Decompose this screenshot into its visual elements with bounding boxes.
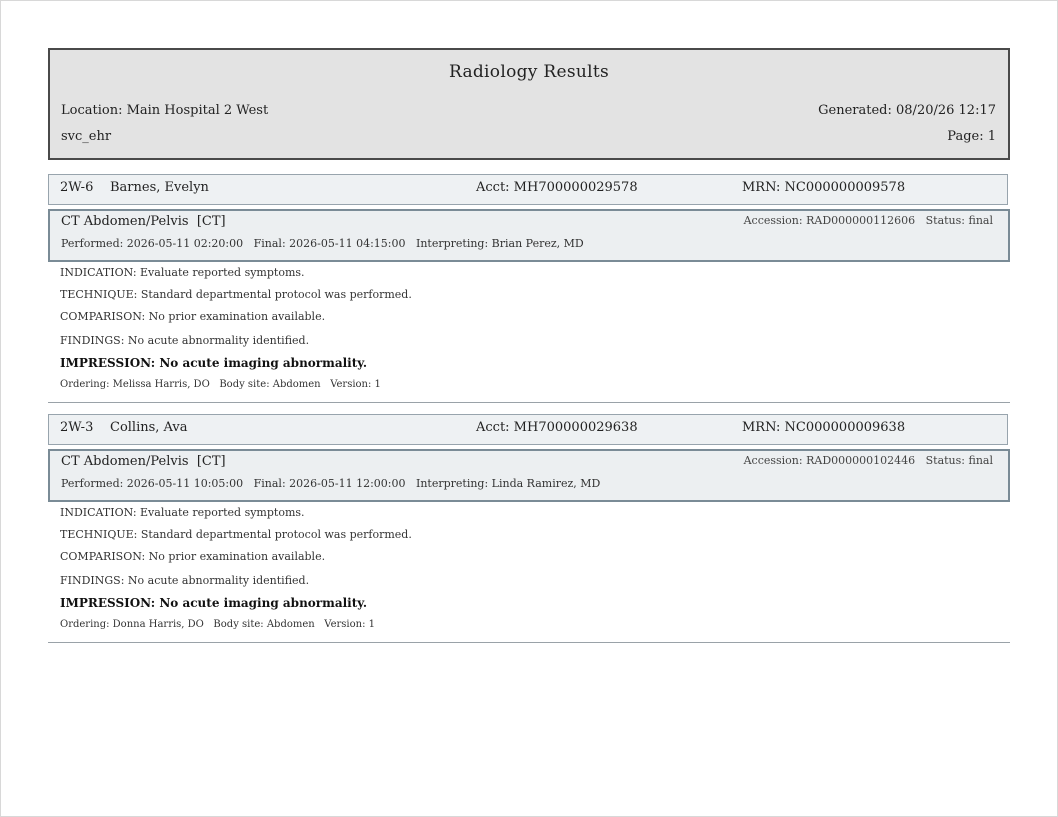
report-page-number: Page: 1 bbox=[947, 129, 996, 144]
patient-account: Acct: MH700000029638 bbox=[476, 420, 638, 435]
ordering-provider: Ordering: Donna Harris, DO bbox=[60, 619, 204, 630]
body-site: Body site: Abdomen bbox=[219, 379, 321, 390]
indication-text: INDICATION: Evaluate reported symptoms. bbox=[60, 266, 305, 279]
report-header bbox=[48, 48, 1010, 160]
exam-status: Status: final bbox=[925, 454, 993, 467]
report-generated: Generated: 08/20/26 12:17 bbox=[818, 103, 996, 118]
exam-header bbox=[48, 209, 1010, 262]
impression-text: IMPRESSION: No acute imaging abnormality. bbox=[60, 356, 368, 370]
exam-accession-status bbox=[744, 214, 993, 227]
exam-meta bbox=[61, 477, 600, 490]
ordering-provider: Ordering: Melissa Harris, DO bbox=[60, 379, 210, 390]
impression-text: IMPRESSION: No acute imaging abnormality. bbox=[60, 596, 368, 610]
order-details bbox=[60, 379, 381, 390]
report-version: Version: 1 bbox=[324, 619, 375, 630]
comparison-text: COMPARISON: No prior examination available. bbox=[60, 310, 326, 323]
patient-bed: 2W-6 bbox=[60, 180, 94, 195]
exam-header bbox=[48, 449, 1010, 502]
exam-final: Final: 2026-05-11 12:00:00 bbox=[253, 477, 406, 490]
patient-account: Acct: MH700000029578 bbox=[476, 180, 638, 195]
findings-text: FINDINGS: No acute abnormality identified. bbox=[60, 334, 310, 347]
patient-bed: 2W-3 bbox=[60, 420, 94, 435]
section-divider bbox=[48, 642, 1010, 643]
body-site: Body site: Abdomen bbox=[213, 619, 315, 630]
exam-accession: Accession: RAD000000102446 bbox=[743, 454, 916, 467]
exam-title: CT Abdomen/Pelvis [CT] bbox=[61, 214, 226, 229]
exam-interpreting: Interpreting: Linda Ramirez, MD bbox=[415, 477, 601, 490]
findings-text: FINDINGS: No acute abnormality identified. bbox=[60, 574, 310, 587]
technique-text: TECHNIQUE: Standard departmental protocol was performed. bbox=[60, 528, 412, 541]
exam-accession-status bbox=[744, 454, 993, 467]
order-details bbox=[60, 619, 375, 630]
patient-bar bbox=[48, 414, 1008, 445]
indication-text: INDICATION: Evaluate reported symptoms. bbox=[60, 506, 305, 519]
exam-performed: Performed: 2026-05-11 02:20:00 bbox=[61, 237, 244, 250]
patient-bar bbox=[48, 174, 1008, 205]
comparison-text: COMPARISON: No prior examination available. bbox=[60, 550, 326, 563]
technique-text: TECHNIQUE: Standard departmental protocol was performed. bbox=[60, 288, 412, 301]
section-divider bbox=[48, 402, 1010, 403]
exam-final: Final: 2026-05-11 04:15:00 bbox=[253, 237, 406, 250]
patient-mrn: MRN: NC000000009578 bbox=[742, 180, 906, 195]
exam-status: Status: final bbox=[925, 214, 993, 227]
report-user: svc_ehr bbox=[61, 129, 112, 144]
patient-name: Collins, Ava bbox=[110, 420, 188, 435]
report-location: Location: Main Hospital 2 West bbox=[61, 103, 269, 118]
exam-performed: Performed: 2026-05-11 10:05:00 bbox=[61, 477, 244, 490]
exam-interpreting: Interpreting: Brian Perez, MD bbox=[415, 237, 584, 250]
patient-name: Barnes, Evelyn bbox=[110, 180, 209, 195]
exam-meta bbox=[61, 237, 584, 250]
report-title: Radiology Results bbox=[448, 62, 610, 82]
patient-mrn: MRN: NC000000009638 bbox=[742, 420, 906, 435]
exam-title: CT Abdomen/Pelvis [CT] bbox=[61, 454, 226, 469]
exam-accession: Accession: RAD000000112606 bbox=[743, 214, 916, 227]
report-version: Version: 1 bbox=[330, 379, 381, 390]
